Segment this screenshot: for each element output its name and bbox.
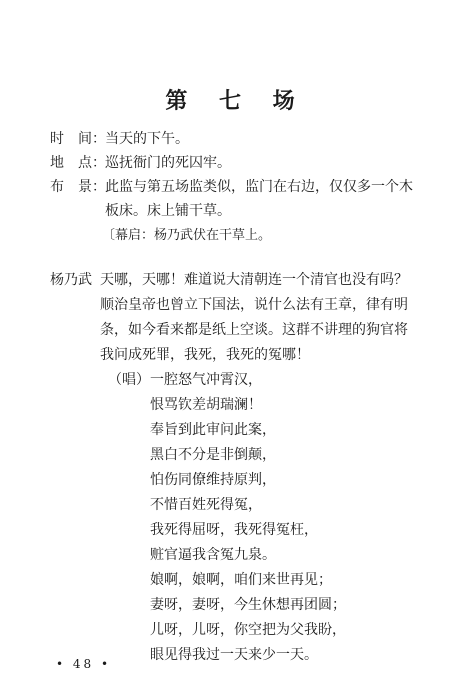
verse-line: 怕伤同僚维持原判，: [150, 472, 276, 488]
verse-line: 黑白不分是非倒颠，: [150, 447, 276, 463]
time-text: 当天的下午。: [105, 131, 189, 147]
speech-block: [50, 268, 430, 668]
stage-direction: 〔幕启：杨乃武伏在干草上。: [102, 228, 272, 243]
place-text: 巡抚衙门的死囚牢。: [105, 155, 231, 171]
place-row: [50, 151, 430, 175]
set-label: 布 景：: [50, 179, 106, 195]
verse-line: 娘啊，娘啊，咱们来世再见；: [150, 572, 332, 588]
speech-line: 天哪，天哪！难道说大清朝连一个清官也没有吗？: [100, 272, 408, 288]
sing-marker-line: （唱）一腔怒气冲霄汉，: [108, 372, 262, 388]
verse-line: 赃官逼我含冤九泉。: [150, 547, 276, 563]
verse-line: 妻呀，妻呀，今生休想再团圆；: [150, 597, 346, 613]
time-row: [50, 127, 430, 151]
page-number: • 48 •: [56, 657, 112, 671]
set-text-line-1: 此监与第五场监类似，监门在右边，仅仅多一个木: [105, 179, 413, 195]
speech-head: [50, 268, 430, 293]
verse-line: 我死得屈呀，我死得冤枉，: [150, 522, 318, 538]
place-label: 地 点：: [50, 155, 106, 171]
speaker-name: 杨乃武: [50, 272, 92, 288]
scene-title: 第 七 场: [165, 89, 307, 114]
verse-line: 眼见得我过一天来少一天。: [150, 647, 318, 663]
set-text-line-2: 板床。床上铺干草。: [105, 203, 231, 219]
set-row: [50, 175, 430, 199]
verse-line: 儿呀，儿呀，你空把为父我盼，: [150, 622, 346, 638]
scene-info: [50, 127, 430, 249]
verse-line: 奉旨到此审问此案，: [150, 422, 276, 438]
verse-line: 不惜百姓死得冤，: [150, 497, 262, 513]
time-label: 时 间：: [50, 131, 106, 147]
speech-line: 条，如今看来都是纸上空谈。这群不讲理的狗官将: [100, 322, 408, 338]
speech-line: 顺治皇帝也曾立下国法，说什么法有王章，律有明: [100, 297, 408, 313]
verse-line: 恨骂钦差胡瑞澜！: [150, 397, 262, 413]
speech-line: 我问成死罪，我死，我死的冤哪！: [100, 347, 310, 363]
